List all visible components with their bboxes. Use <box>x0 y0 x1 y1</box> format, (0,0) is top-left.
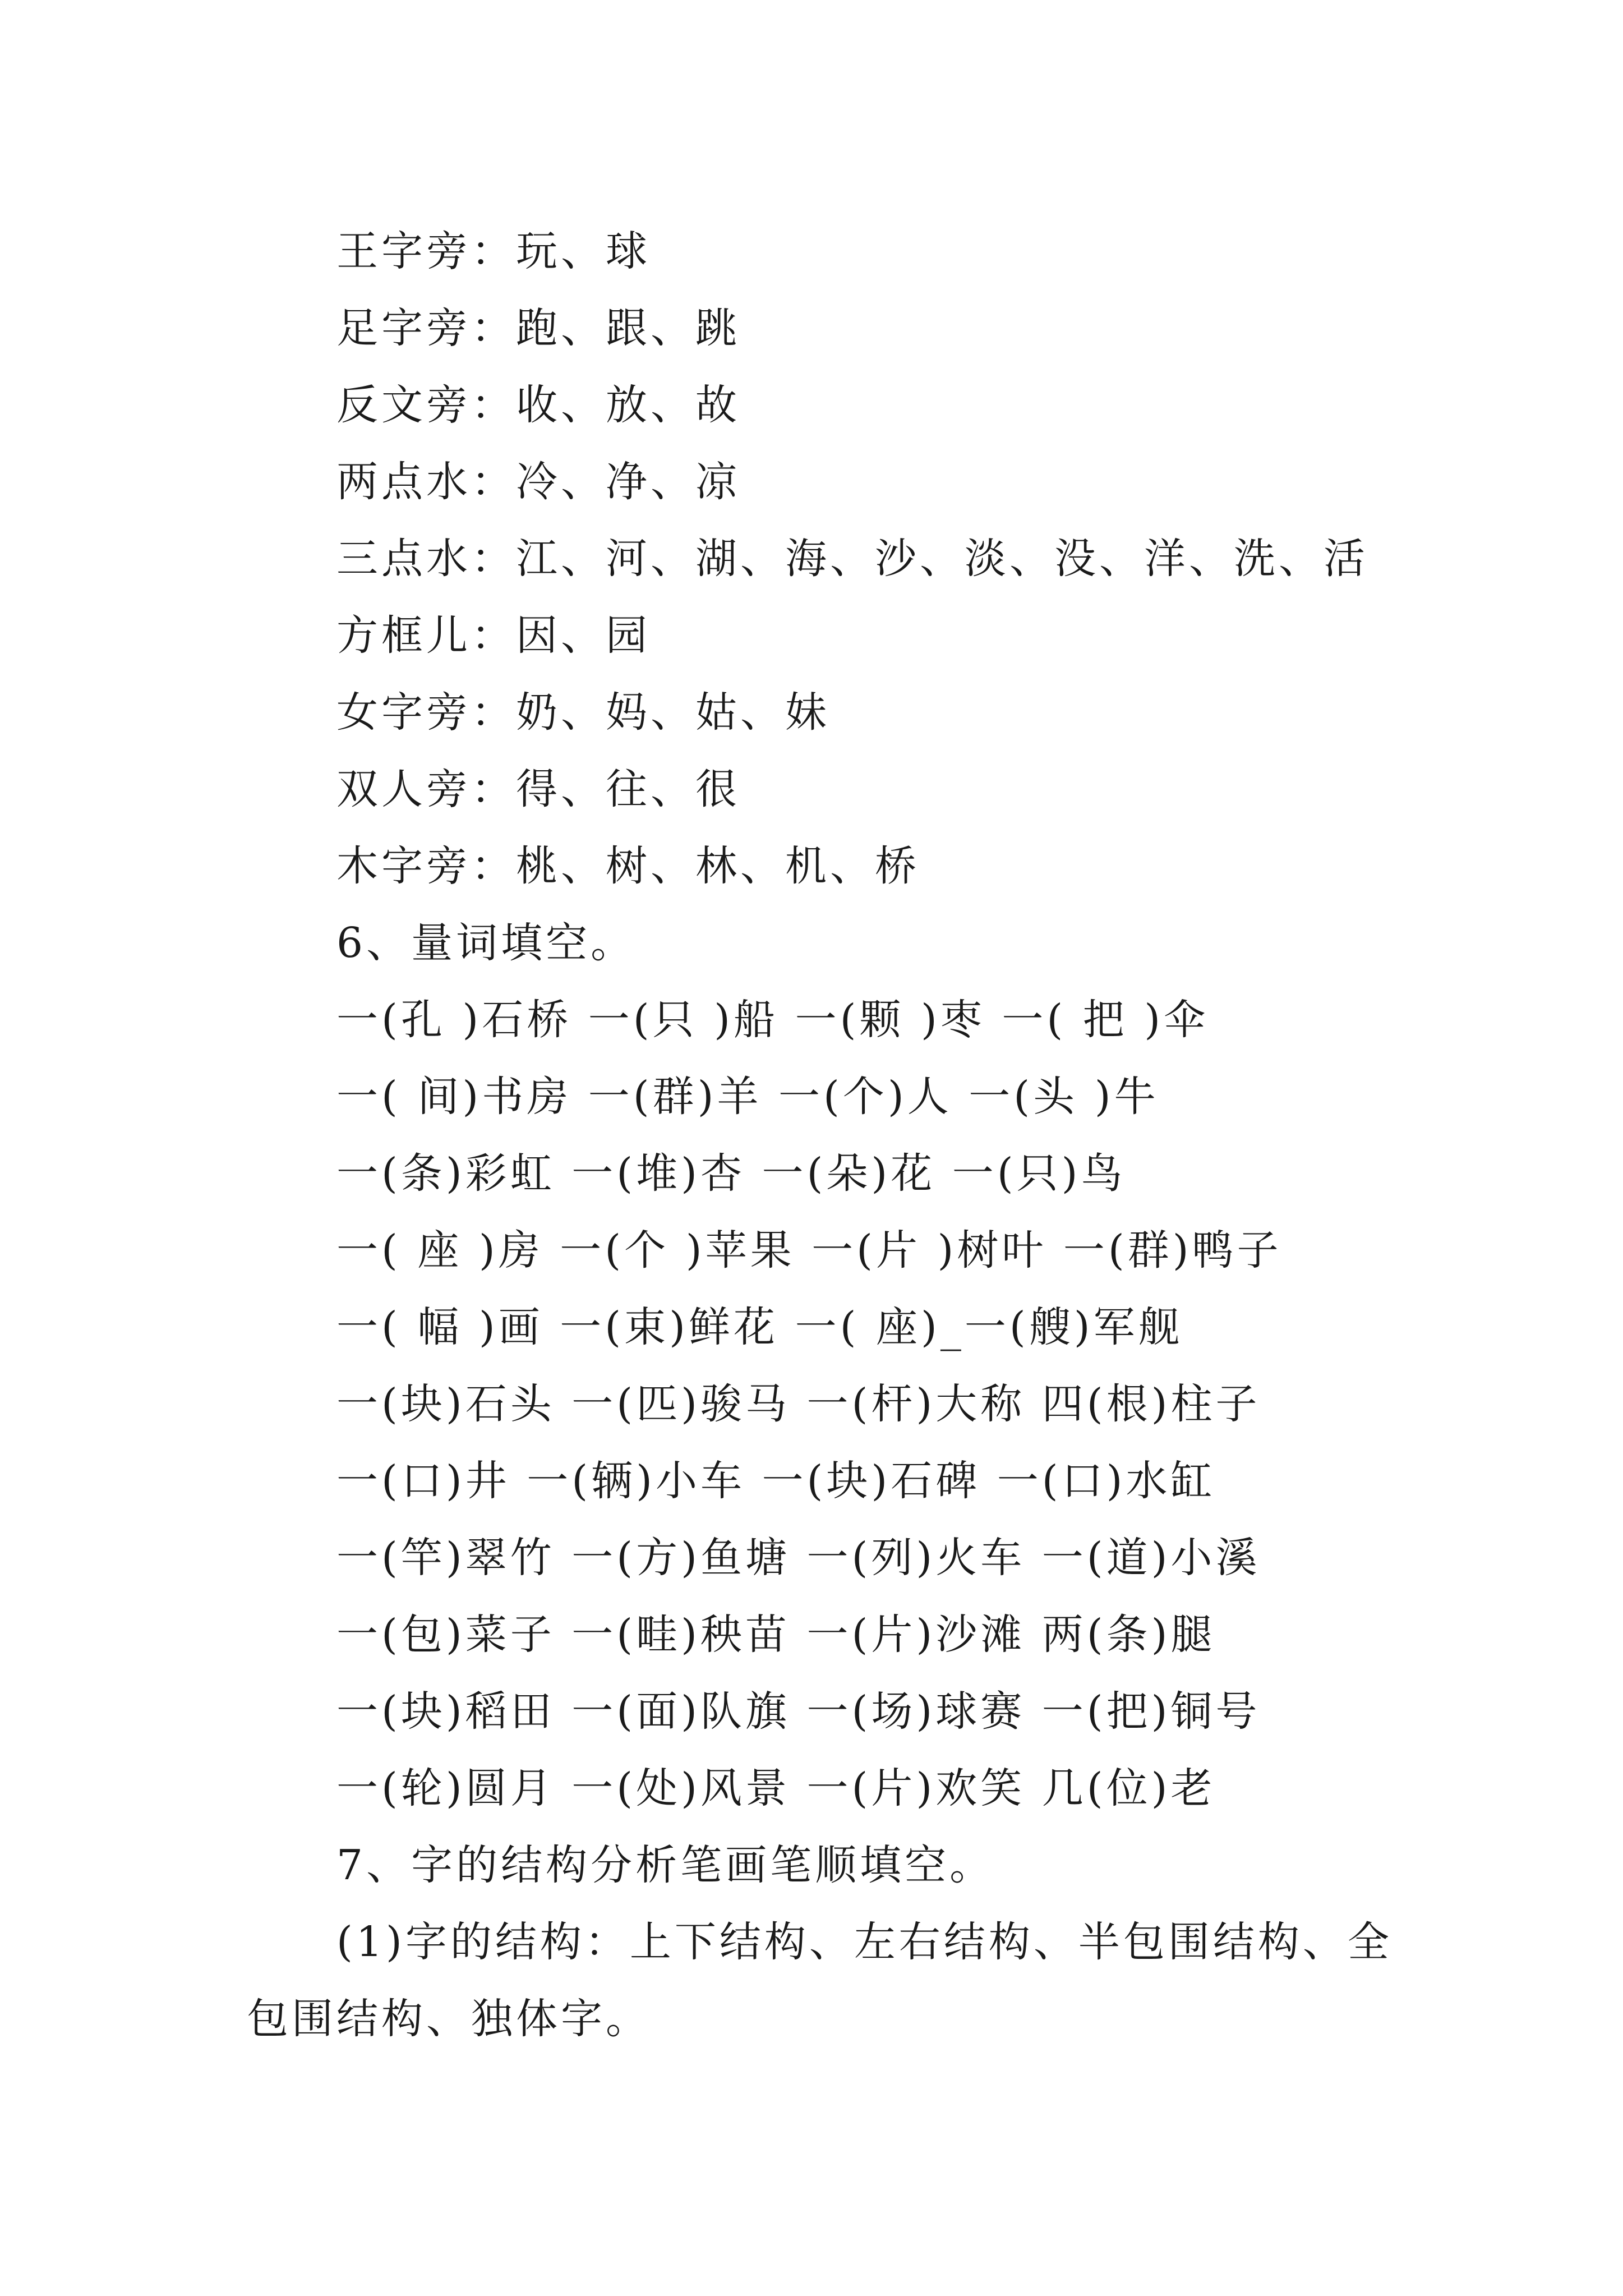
text-line: 反文旁：收、放、故 <box>336 381 740 429</box>
text-line: 一(孔 )石桥 一(只 )船 一(颗 )枣 一( 把 )伞 <box>336 996 1209 1044</box>
text-line: 两点水：冷、净、凉 <box>336 458 740 506</box>
text-line: 双人旁：得、往、很 <box>336 765 740 813</box>
text-line: 方框儿：因、园 <box>336 611 651 660</box>
text-line: 一(包)菜子 一(畦)秧苗 一(片)沙滩 两(条)腿 <box>336 1611 1216 1659</box>
text-line: 足字旁：跑、跟、跳 <box>336 304 740 352</box>
text-line: 一(块)稻田 一(面)队旗 一(场)球赛 一(把)铜号 <box>336 1687 1261 1736</box>
text-line: 一(块)石头 一(匹)骏马 一(杆)大称 四(根)柱子 <box>336 1380 1261 1428</box>
section-heading: 6、量词填空。 <box>336 919 636 967</box>
text-line: 一( 幅 )画 一(束)鲜花 一( 座)_一(艘)军舰 <box>336 1303 1183 1351</box>
text-line: 木字旁：桃、树、林、机、桥 <box>336 842 920 890</box>
text-line: 一(口)井 一(辆)小车 一(块)石碑 一(口)水缸 <box>336 1457 1216 1505</box>
text-line: 三点水：江、河、湖、海、沙、淡、没、洋、洗、活 <box>336 535 1368 583</box>
text-line: 一(轮)圆月 一(处)风景 一(片)欢笑 几(位)老 <box>336 1764 1216 1812</box>
text-line: 一( 间)书房 一(群)羊 一(个)人 一(头 )牛 <box>336 1073 1159 1121</box>
text-line: 一(竿)翠竹 一(方)鱼塘 一(列)火车 一(道)小溪 <box>336 1534 1261 1582</box>
text-line: 一( 座 )房 一(个 )苹果 一(片 )树叶 一(群)鸭子 <box>336 1226 1282 1274</box>
text-line: 女字旁：奶、妈、姑、妹 <box>336 688 830 737</box>
text-line: 一(条)彩虹 一(堆)杏 一(朵)花 一(只)鸟 <box>336 1149 1126 1198</box>
text-line: (1)字的结构：上下结构、左右结构、半包围结构、全 <box>336 1918 1393 1966</box>
text-line-continued: 包围结构、独体字。 <box>247 1995 651 2043</box>
document-body <box>247 213 1391 2058</box>
text-line: 王字旁：玩、球 <box>336 227 651 275</box>
section-heading: 7、字的结构分析笔画笔顺填空。 <box>336 1841 995 1889</box>
